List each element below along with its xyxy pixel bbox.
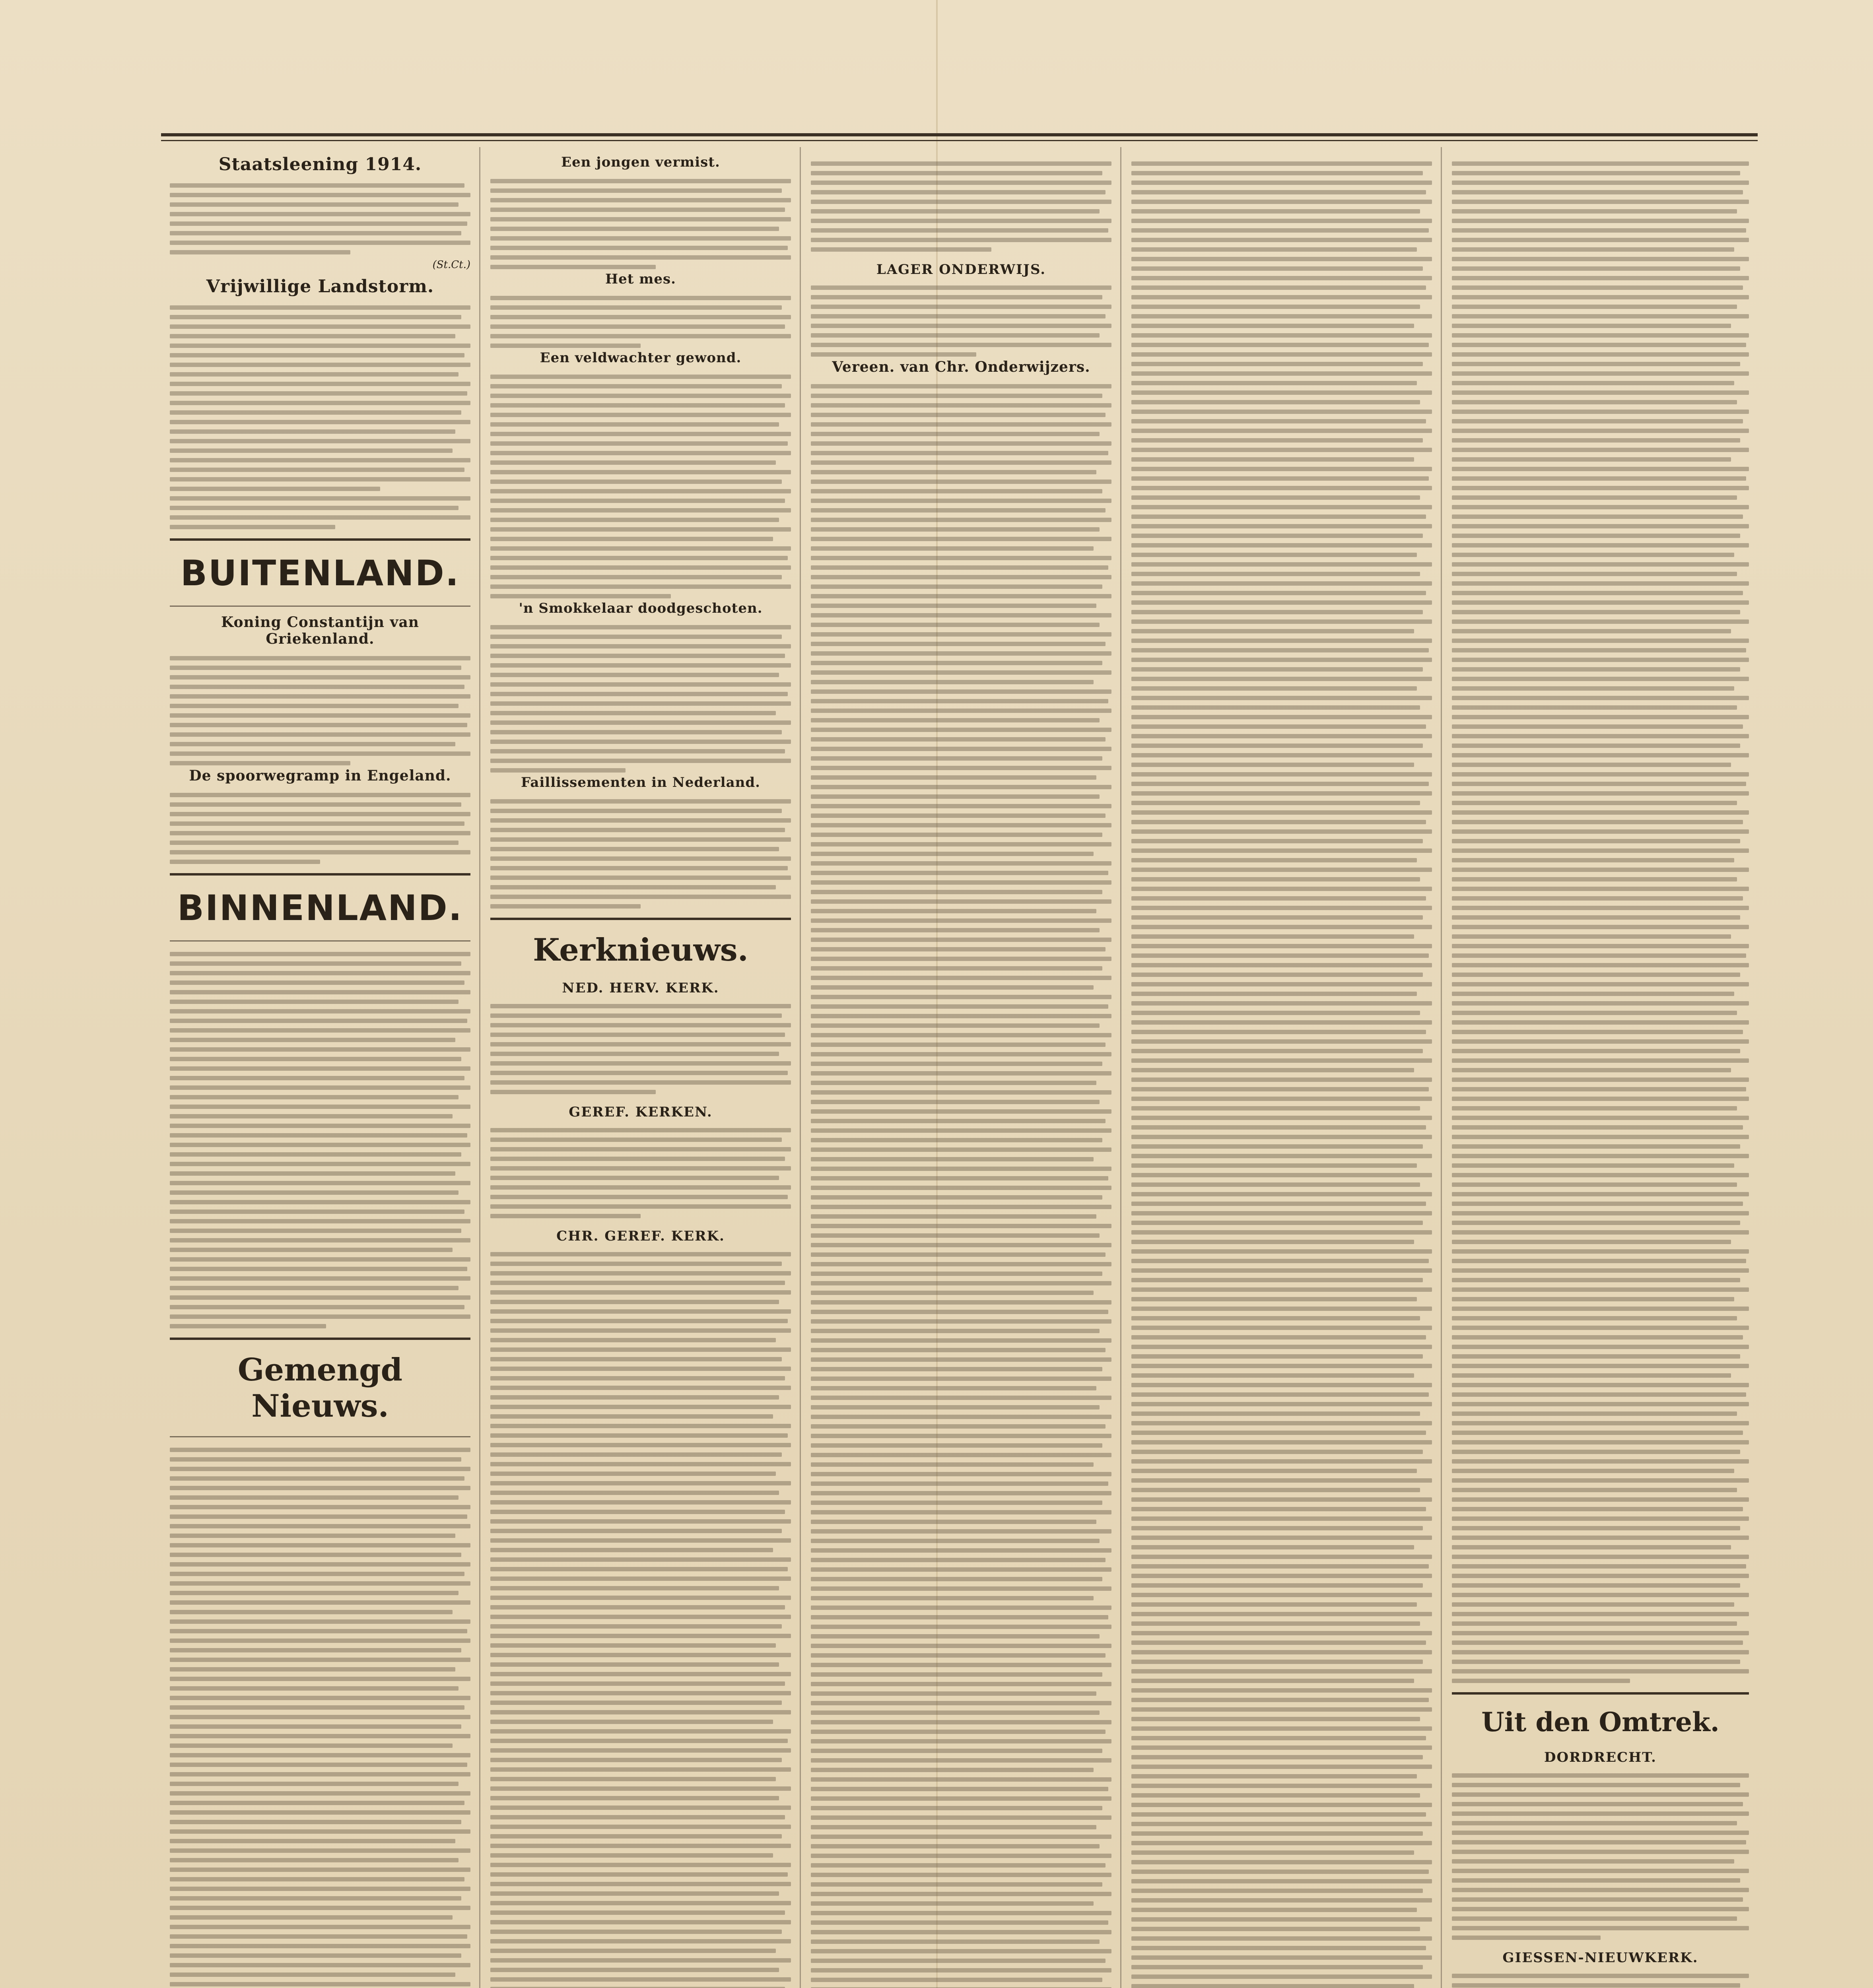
section-subheading: GEREF. KERKEN. [569,1104,713,1120]
section-title: BUITENLAND. [180,553,460,594]
columns [161,147,1758,1988]
section-subheading: CHR. GEREF. KERK. [556,1228,725,1244]
section-title: Uit den Omtrek. [1481,1706,1720,1738]
article-body [170,790,470,866]
article-body [170,1444,470,1988]
header-rule-thin [161,140,1758,141]
section-title: Gemengd Nieuws. [237,1352,403,1424]
article-body [490,293,791,350]
column-5 [1443,147,1758,1988]
section-subheading: GIESSEN-NIEUWKERK. [1502,1950,1698,1966]
article-body [1131,158,1432,1988]
article-body [811,381,1111,1988]
article-heading: Koning Constantijn van Griekenland. [221,614,419,647]
article-body [490,1125,791,1220]
section-rule [170,1436,470,1437]
article-body [490,796,791,911]
article-body [1452,1971,1749,1988]
article-body [1452,1770,1749,1942]
section-title: Kerknieuws. [533,932,748,968]
article-body [170,949,470,1330]
column-rule [1441,147,1442,1988]
section-subheading: DORDRECHT. [1544,1749,1657,1765]
header-rule [161,133,1758,136]
section-rule [1452,1692,1749,1695]
article-body [170,302,470,531]
article-heading: Een jongen vermist. [561,154,720,170]
article-heading: 'n Smokkelaar doodgeschoten. [519,600,763,616]
article-heading: Een veldwachter gewond. [540,350,742,366]
article-body [170,180,470,256]
column-1 [161,147,479,1988]
column-rule [479,147,480,1988]
section-subheading: NED. HERV. KERK. [562,980,719,996]
article-heading: Het mes. [605,271,676,287]
section-rule [170,1338,470,1340]
article-body [490,1249,791,1988]
section-rule [490,918,791,920]
article-heading: Vrijwillige Landstorm. [206,276,434,297]
article-heading: De spoorwegramp in Engeland. [189,767,451,784]
article-heading: Staatsleening 1914. [218,154,422,175]
section-rule [170,940,470,942]
article-body [1452,158,1749,1685]
article-heading: Faillissementen in Nederland. [521,775,760,790]
article-heading: Vereen. van Chr. Onderwijzers. [832,359,1090,375]
article-body [490,176,791,271]
column-2 [482,147,800,1988]
article-body [811,158,1111,254]
column-4 [1123,147,1441,1988]
article-body [170,653,470,767]
column-rule [800,147,801,1988]
article-body [490,371,791,600]
section-title: BINNENLAND. [177,887,463,928]
article-body [490,622,791,775]
article-body [490,1001,791,1096]
article-body [811,282,1111,359]
section-rule [170,873,470,876]
column-rule [1120,147,1121,1988]
section-rule [170,538,470,541]
section-subheading: LAGER ONDERWIJS. [876,262,1046,278]
article-signature: (St.Ct.) [432,259,470,271]
column-3 [802,147,1120,1988]
section-rule [170,606,470,607]
